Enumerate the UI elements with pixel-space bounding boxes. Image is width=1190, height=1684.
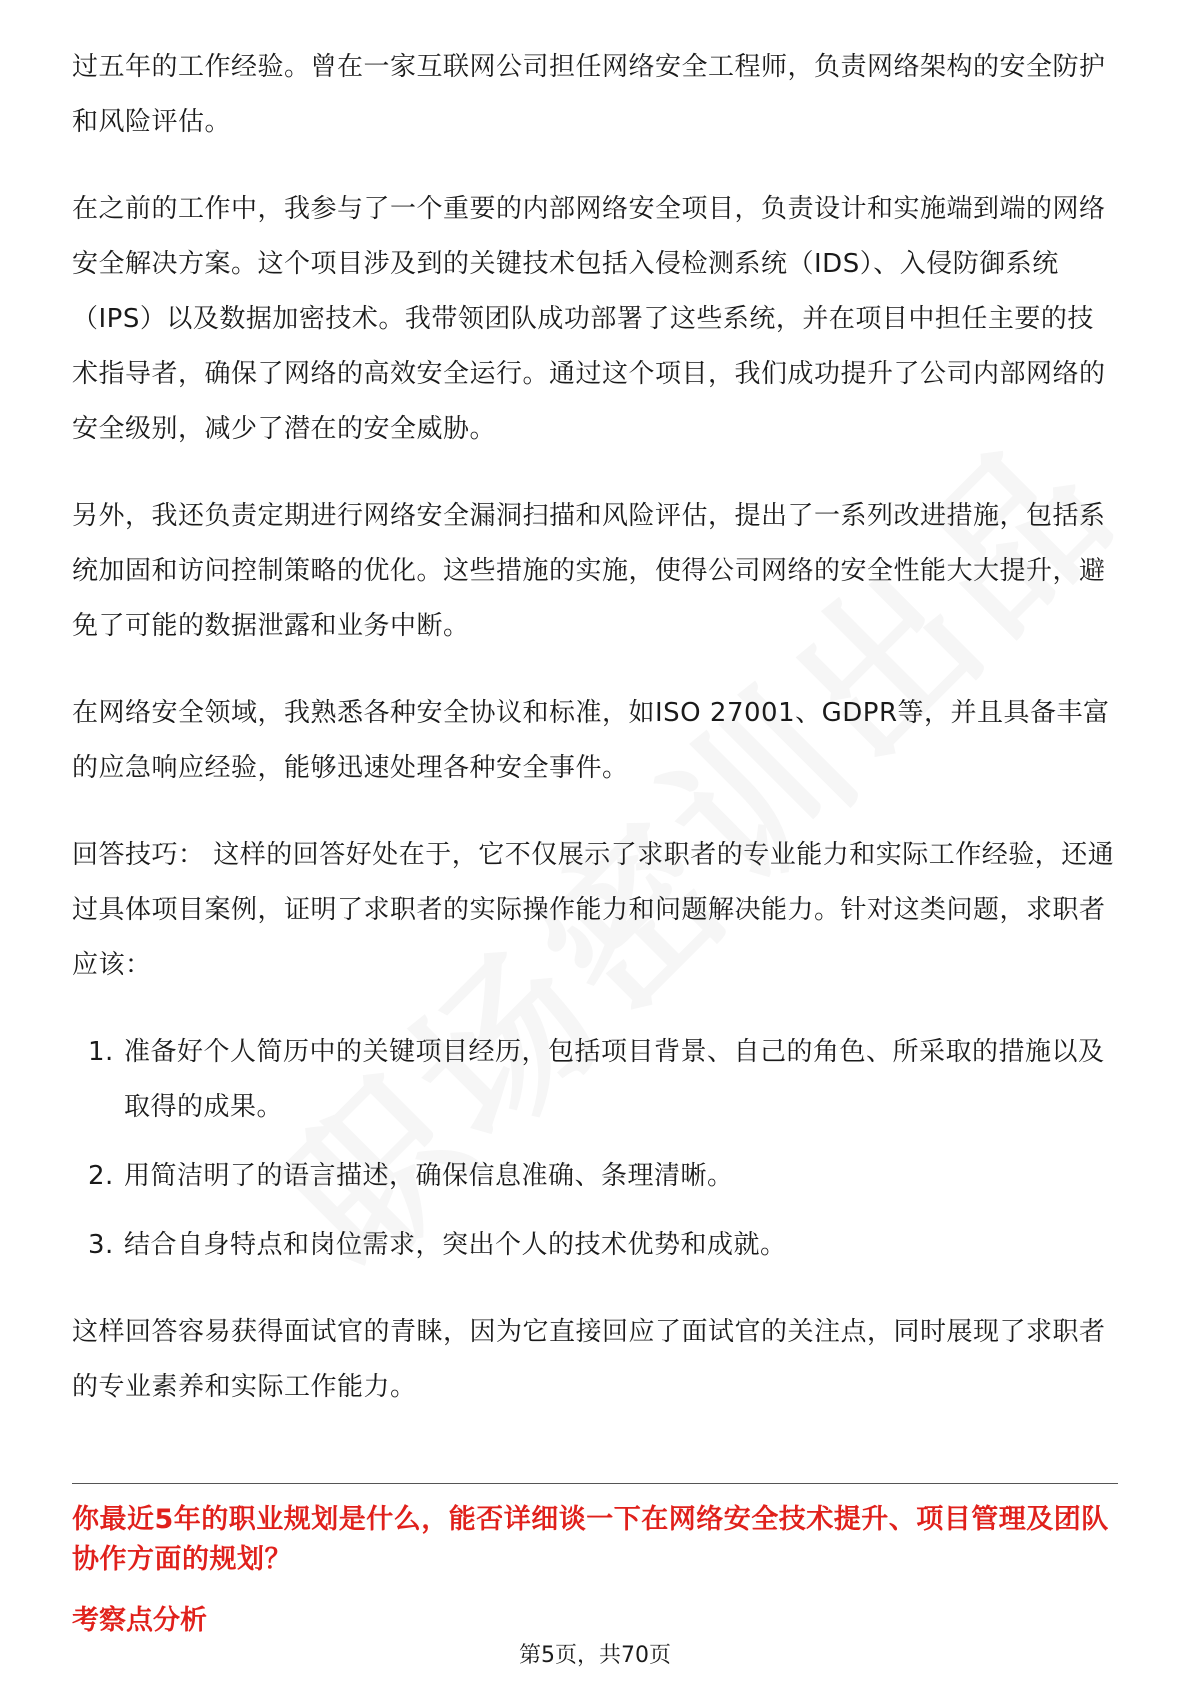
paragraph-standards: 在网络安全领域，我熟悉各种安全协议和标准，如ISO 27001、GDPR等，并且具备丰富的应急响应经验，能够迅速处理各种安全事件。 [72, 698, 1110, 783]
paragraph-experience-intro: 过五年的工作经验。曾在一家互联网公司担任网络安全工程师，负责网络架构的安全防护和风险评估。 [72, 52, 1106, 137]
list-item-text: 用简洁明了的语言描述，确保信息准确、条理清晰。 [124, 1161, 734, 1191]
list-item-number: 2. [88, 1161, 114, 1191]
list-item [72, 1218, 1118, 1273]
list-item-number: 3. [88, 1230, 114, 1260]
page-number-footer: 第5页，共70页 [519, 1643, 671, 1668]
list-item [72, 1025, 1118, 1135]
tips-list [72, 1025, 1118, 1273]
paragraph-closing: 这样回答容易获得面试官的青睐，因为它直接回应了面试官的关注点，同时展现了求职者的专业素养和实际工作能力。 [72, 1317, 1106, 1402]
analysis-heading: 考察点分析 [72, 1605, 207, 1636]
question-heading: 你最近5年的职业规划是什么，能否详细谈一下在网络安全技术提升、项目管理及团队协作方面的规划？ [72, 1504, 1109, 1575]
paragraph-project: 在之前的工作中，我参与了一个重要的内部网络安全项目，负责设计和实施端到端的网络安全解决方案。这个项目涉及到的关键技术包括入侵检测系统（IDS）、入侵防御系统（IPS）以及数据加密技术。我带领团队成功部署了这些系统，并在项目中担任主要的技术指导者，确保了网络的高效安全运行。通过这个项目，我们成功提升了公司内部网络的安全级别，减少了潜在的安全威胁。 [72, 194, 1106, 444]
paragraph-vulnerability-scan: 另外，我还负责定期进行网络安全漏洞扫描和风险评估，提出了一系列改进措施，包括系统加固和访问控制策略的优化。这些措施的实施，使得公司网络的安全性能大大提升，避免了可能的数据泄露和业务中断。 [72, 501, 1106, 641]
section-divider [72, 1483, 1118, 1484]
paragraph-answer-tips: 回答技巧： 这样的回答好处在于，它不仅展示了求职者的专业能力和实际工作经验，还通过具体项目案例，证明了求职者的实际操作能力和问题解决能力。针对这类问题，求职者应该： [72, 840, 1115, 980]
list-item-text: 结合自身特点和岗位需求，突出个人的技术优势和成就。 [124, 1230, 787, 1260]
document-body [72, 40, 1118, 1447]
list-item-number: 1. [88, 1037, 114, 1067]
list-item [72, 1149, 1118, 1204]
list-item-text: 准备好个人简历中的关键项目经历，包括项目背景、自己的角色、所采取的措施以及取得的成果。 [124, 1037, 1105, 1122]
